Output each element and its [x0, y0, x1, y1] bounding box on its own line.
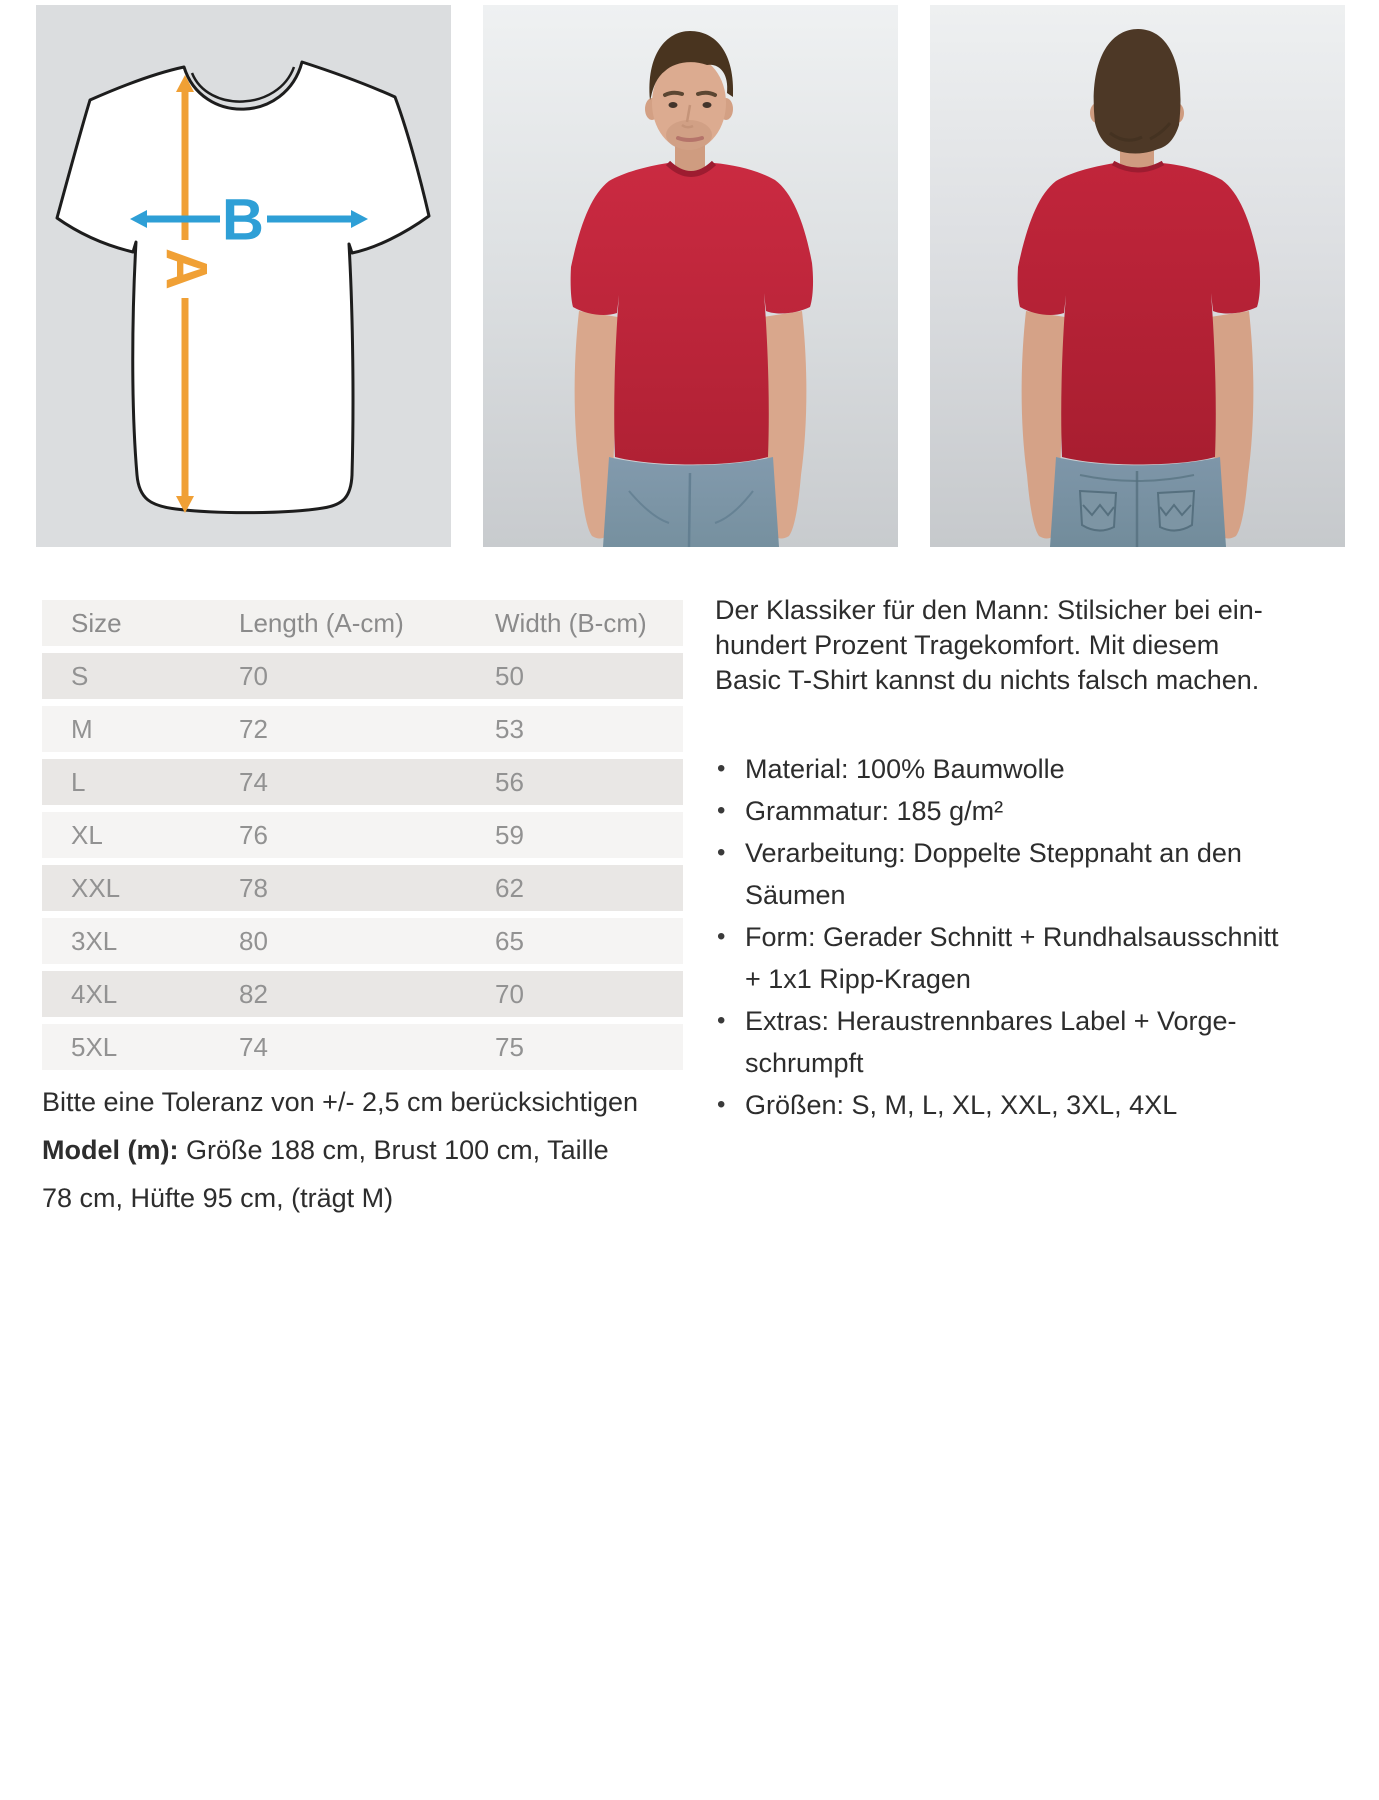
bullet-dot-icon	[717, 1084, 725, 1126]
feature-grammatur	[715, 790, 1279, 832]
bullet-dot-icon	[717, 1000, 725, 1042]
table-row	[42, 971, 683, 1017]
table-row	[42, 653, 683, 699]
cell-length: 82	[239, 979, 268, 1009]
cell-size: 5XL	[71, 1032, 118, 1062]
cell-size: L	[71, 767, 86, 797]
feature-extras	[715, 1000, 1279, 1084]
cell-width: 75	[495, 1032, 524, 1062]
cell-width: 50	[495, 661, 524, 691]
size-table	[42, 600, 683, 1077]
cell-width: 53	[495, 714, 524, 744]
feature-text: Form: Gerader Schnitt + Rundhalsausschnitt	[745, 922, 1279, 952]
table-row	[42, 1024, 683, 1070]
label-a: A	[153, 248, 219, 290]
bullet-dot-icon	[717, 790, 725, 832]
cell-size: XXL	[71, 873, 121, 903]
feature-form	[715, 916, 1279, 1000]
table-row	[42, 865, 683, 911]
table-row	[42, 918, 683, 964]
cell-width: 70	[495, 979, 524, 1009]
cell-length: 80	[239, 926, 268, 956]
cell-length: 74	[239, 767, 268, 797]
feature-text: Extras: Heraustrennbares Label + Vorge-	[745, 1006, 1237, 1036]
feature-verarbeitung	[715, 832, 1279, 916]
model-measurements	[42, 1126, 638, 1174]
cell-size: 3XL	[71, 926, 118, 956]
model-measurements-2: 78 cm, Hüfte 95 cm, (trägt M)	[42, 1183, 394, 1213]
cell-width: 56	[495, 767, 524, 797]
feature-material	[715, 748, 1279, 790]
tolerance-note: Bitte eine Toleranz von +/- 2,5 cm berücksichtigen	[42, 1087, 639, 1117]
col-size: Size	[71, 608, 122, 638]
col-length: Length (A-cm)	[239, 608, 404, 638]
notes	[42, 1078, 638, 1222]
tshirt-diagram-graphic	[36, 5, 451, 547]
model-back-graphic	[930, 5, 1345, 547]
model-label: Model (m):	[42, 1135, 179, 1165]
size-table-header	[42, 600, 683, 646]
cell-length: 78	[239, 873, 268, 903]
cell-length: 74	[239, 1032, 268, 1062]
cell-width: 62	[495, 873, 524, 903]
table-row	[42, 759, 683, 805]
cell-size: M	[71, 714, 93, 744]
tshirt-outline-icon	[57, 62, 429, 513]
cell-width: 65	[495, 926, 524, 956]
cell-size: S	[71, 661, 89, 691]
col-width: Width (B-cm)	[495, 608, 647, 638]
feature-text: Größen: S, M, L, XL, XXL, 3XL, 4XL	[745, 1090, 1178, 1120]
model-front-photo	[483, 5, 898, 547]
model-front-graphic	[483, 5, 898, 547]
feature-text: + 1x1 Ripp-Kragen	[745, 964, 971, 994]
feature-text: Grammatur: 185 g/m²	[745, 796, 1004, 826]
intro-line: Basic T-Shirt kannst du nichts falsch machen.	[715, 665, 1260, 695]
feature-list	[715, 748, 1279, 1126]
intro-line: Der Klassiker für den Mann: Stilsicher bei ein-	[715, 595, 1263, 625]
feature-text: Säumen	[745, 880, 846, 910]
table-row	[42, 706, 683, 752]
tshirt-measurement-diagram	[36, 5, 451, 547]
intro-line: hundert Prozent Tragekomfort. Mit diesem	[715, 630, 1220, 660]
product-description	[715, 593, 1279, 1126]
cell-size: XL	[71, 820, 103, 850]
cell-length: 70	[239, 661, 268, 691]
cell-length: 76	[239, 820, 268, 850]
bullet-dot-icon	[717, 916, 725, 958]
feature-text: Material: 100% Baumwolle	[745, 754, 1065, 784]
cell-length: 72	[239, 714, 268, 744]
cell-width: 59	[495, 820, 524, 850]
table-row	[42, 812, 683, 858]
bullet-dot-icon	[717, 748, 725, 790]
model-back-photo	[930, 5, 1345, 547]
feature-groessen	[715, 1084, 1279, 1126]
feature-text: Verarbeitung: Doppelte Steppnaht an den	[745, 838, 1242, 868]
feature-text: schrumpft	[745, 1048, 864, 1078]
bullet-dot-icon	[717, 832, 725, 874]
model-info: Größe 188 cm, Brust 100 cm, Taille	[178, 1135, 609, 1165]
cell-size: 4XL	[71, 979, 118, 1009]
label-b: B	[222, 187, 264, 253]
